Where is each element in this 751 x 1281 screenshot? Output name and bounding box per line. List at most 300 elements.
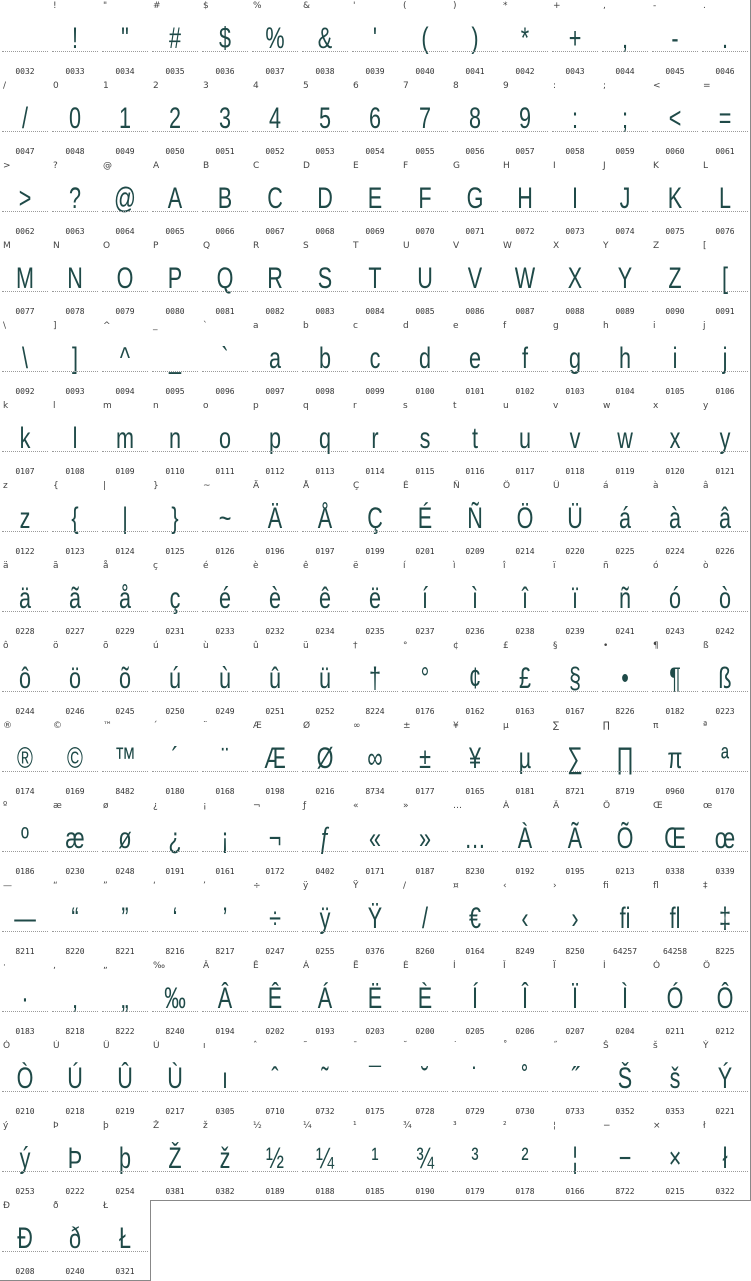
- glyph-code: 0732: [315, 1107, 335, 1116]
- baseline-guide: [602, 1091, 648, 1092]
- glyph-label: ’: [203, 881, 206, 891]
- glyph-sample: €: [468, 902, 482, 935]
- glyph-label: a: [253, 321, 259, 331]
- baseline-guide: [602, 451, 648, 452]
- baseline-guide: [352, 851, 398, 852]
- glyph-label: _: [153, 321, 158, 331]
- glyph-cell: [250, 960, 301, 1041]
- baseline-guide: [352, 291, 398, 292]
- glyph-code: 0199: [365, 547, 385, 556]
- glyph-sample: —: [14, 902, 36, 935]
- glyph-label: í: [403, 561, 406, 571]
- glyph-cell: [100, 320, 151, 401]
- baseline-guide: [702, 1091, 748, 1092]
- glyph-label: Š: [603, 1041, 609, 1051]
- glyph-code: 0203: [365, 1027, 385, 1036]
- glyph-cell: [650, 0, 701, 81]
- baseline-guide: [552, 1171, 598, 1172]
- glyph-cell: [550, 560, 601, 641]
- glyph-sample: ¡: [221, 822, 229, 855]
- glyph-label: Ó: [653, 961, 661, 971]
- glyph-label: Ü: [553, 481, 560, 491]
- glyph-cell: [450, 400, 501, 481]
- glyph-cell: [100, 1200, 151, 1281]
- baseline-guide: [152, 211, 198, 212]
- baseline-guide: [52, 691, 98, 692]
- glyph-label: O: [103, 241, 111, 251]
- glyph-label: ¬: [253, 801, 261, 811]
- glyph-cell: [200, 800, 251, 881]
- baseline-guide: [52, 1251, 98, 1252]
- glyph-label: D: [303, 161, 310, 171]
- glyph-sample: É: [417, 502, 433, 535]
- glyph-sample: ¿: [168, 822, 182, 855]
- glyph-code: 0206: [515, 1027, 535, 1036]
- glyph-sample: Ê: [267, 982, 283, 1015]
- glyph-sample: µ: [518, 742, 532, 775]
- baseline-guide: [102, 931, 148, 932]
- baseline-guide: [702, 131, 748, 132]
- glyph-label: 6: [353, 81, 359, 91]
- glyph-label: c: [353, 321, 358, 331]
- baseline-guide: [502, 531, 548, 532]
- glyph-label: :: [553, 81, 557, 91]
- glyph-sample: D: [317, 182, 333, 215]
- glyph-sample: U: [417, 262, 433, 295]
- glyph-cell: [350, 1120, 401, 1201]
- glyph-cell: [500, 960, 551, 1041]
- glyph-label: f: [503, 321, 507, 331]
- glyph-sample: á: [618, 502, 632, 535]
- glyph-label: ¤: [453, 881, 459, 891]
- glyph-sample: S: [317, 262, 333, 295]
- baseline-guide: [352, 691, 398, 692]
- glyph-code: 0226: [715, 547, 735, 556]
- baseline-guide: [202, 1091, 248, 1092]
- glyph-sample: Ñ: [467, 502, 483, 535]
- glyph-sample: K: [667, 182, 683, 215]
- baseline-guide: [402, 531, 448, 532]
- glyph-sample: º: [21, 822, 29, 855]
- glyph-label: Â: [203, 961, 210, 971]
- glyph-sample: π: [667, 742, 683, 775]
- glyph-cell: [100, 0, 151, 81]
- baseline-guide: [402, 691, 448, 692]
- glyph-cell: [650, 240, 701, 321]
- glyph-code: 0162: [465, 707, 485, 716]
- baseline-guide: [702, 211, 748, 212]
- glyph-code: 0192: [515, 867, 535, 876]
- glyph-code: 0079: [115, 307, 135, 316]
- baseline-guide: [252, 1171, 298, 1172]
- glyph-code: 0339: [715, 867, 735, 876]
- glyph-code: 0321: [115, 1267, 135, 1276]
- baseline-guide: [252, 131, 298, 132]
- glyph-code: 0111: [215, 467, 235, 476]
- glyph-label: Ì: [603, 961, 606, 971]
- baseline-guide: [652, 1091, 698, 1092]
- baseline-guide: [2, 51, 48, 52]
- glyph-code: 8222: [115, 1027, 135, 1036]
- glyph-cell: [300, 880, 351, 961]
- baseline-guide: [652, 291, 698, 292]
- glyph-cell: [100, 240, 151, 321]
- glyph-sample: b: [318, 342, 332, 375]
- glyph-cell: [150, 80, 201, 161]
- glyph-label: ò: [703, 561, 709, 571]
- glyph-cell: [500, 1120, 551, 1201]
- glyph-sample: ¥: [468, 742, 482, 775]
- glyph-sample: q: [318, 422, 332, 455]
- glyph-cell: [0, 1200, 51, 1281]
- glyph-cell: [350, 80, 401, 161]
- glyph-code: 0075: [665, 227, 685, 236]
- glyph-code: 0194: [215, 1027, 235, 1036]
- glyph-sample: X: [567, 262, 583, 295]
- glyph-sample: ˝: [571, 1062, 579, 1095]
- glyph-cell: [600, 1120, 651, 1201]
- glyph-cell: [450, 800, 501, 881]
- glyph-sample: ›: [571, 902, 579, 935]
- glyph-cell: [250, 480, 301, 561]
- glyph-code: 0055: [415, 147, 435, 156]
- glyph-label: ∑: [553, 721, 560, 731]
- glyph-sample: J: [619, 182, 631, 215]
- glyph-label: *: [503, 1, 508, 11]
- glyph-cell: [150, 160, 201, 241]
- glyph-code: 8226: [615, 707, 635, 716]
- baseline-guide: [652, 611, 698, 612]
- glyph-sample: 6: [368, 102, 382, 135]
- glyph-cell: [200, 640, 251, 721]
- glyph-cell: [450, 880, 501, 961]
- baseline-guide: [652, 531, 698, 532]
- glyph-sample: L: [718, 182, 732, 215]
- baseline-guide: [2, 1171, 48, 1172]
- glyph-label: ž: [203, 1121, 208, 1131]
- glyph-label: j: [703, 321, 706, 331]
- baseline-guide: [452, 691, 498, 692]
- baseline-guide: [152, 1171, 198, 1172]
- glyph-sample: 9: [518, 102, 532, 135]
- baseline-guide: [502, 931, 548, 932]
- glyph-code: 0960: [665, 787, 685, 796]
- glyph-sample: •: [621, 662, 629, 695]
- baseline-guide: [602, 291, 648, 292]
- glyph-sample: Ú: [67, 1062, 83, 1095]
- baseline-guide: [402, 211, 448, 212]
- glyph-cell: [400, 480, 451, 561]
- baseline-guide: [552, 611, 598, 612]
- glyph-label: †: [353, 641, 358, 651]
- glyph-sample: ©: [67, 742, 83, 775]
- baseline-guide: [352, 451, 398, 452]
- glyph-code: 8240: [165, 1027, 185, 1036]
- glyph-sample: ð: [68, 1222, 82, 1255]
- glyph-code: 0218: [65, 1107, 85, 1116]
- glyph-code: 0243: [665, 627, 685, 636]
- glyph-sample: ß: [718, 662, 732, 695]
- glyph-sample: y: [719, 422, 731, 455]
- baseline-guide: [452, 1171, 498, 1172]
- baseline-guide: [302, 51, 348, 52]
- glyph-cell: [550, 880, 601, 961]
- baseline-guide: [452, 371, 498, 372]
- glyph-cell: [700, 1120, 751, 1201]
- glyph-cell: [700, 80, 751, 161]
- baseline-guide: [552, 851, 598, 852]
- glyph-label: ÷: [253, 881, 261, 891]
- glyph-sample: F: [418, 182, 432, 215]
- glyph-label: ñ: [603, 561, 609, 571]
- glyph-sample: í: [421, 582, 429, 615]
- glyph-label: Ç: [353, 481, 360, 491]
- baseline-guide: [102, 1251, 148, 1252]
- baseline-guide: [2, 1011, 48, 1012]
- glyph-label: n: [153, 401, 159, 411]
- baseline-guide: [502, 211, 548, 212]
- glyph-sample: ”: [121, 902, 129, 935]
- glyph-code: 0193: [315, 1027, 335, 1036]
- glyph-label: —: [3, 881, 12, 891]
- glyph-sample: ã: [68, 582, 82, 615]
- glyph-sample: $: [218, 22, 232, 55]
- glyph-label: X: [553, 241, 560, 251]
- glyph-label: U: [403, 241, 410, 251]
- glyph-cell: [300, 640, 351, 721]
- glyph-sample: Ó: [666, 982, 684, 1015]
- baseline-guide: [452, 931, 498, 932]
- glyph-label: Ø: [303, 721, 311, 731]
- glyph-code: 0036: [215, 67, 235, 76]
- glyph-sample: ½: [265, 1142, 285, 1175]
- glyph-cell: [350, 320, 401, 401]
- glyph-code: 0100: [415, 387, 435, 396]
- glyph-code: 0102: [515, 387, 535, 396]
- baseline-guide: [402, 371, 448, 372]
- glyph-sample: ±: [419, 742, 431, 775]
- glyph-sample: =: [718, 102, 732, 135]
- glyph-code: 0038: [315, 67, 335, 76]
- glyph-code: 0710: [265, 1107, 285, 1116]
- glyph-label: i: [653, 321, 656, 331]
- glyph-cell: [450, 240, 501, 321]
- glyph-cell: [50, 1120, 101, 1201]
- glyph-cell: [350, 640, 401, 721]
- glyph-label: H: [503, 161, 510, 171]
- glyph-label: “: [53, 881, 58, 891]
- glyph-label: <: [653, 81, 661, 91]
- glyph-label: %: [253, 1, 262, 11]
- glyph-code: 0115: [415, 467, 435, 476]
- glyph-cell: [350, 480, 401, 561]
- glyph-cell: [150, 1040, 201, 1121]
- glyph-label: Z: [653, 241, 660, 251]
- glyph-label: ˙: [453, 1041, 458, 1051]
- glyph-code: 8225: [715, 947, 735, 956]
- glyph-cell: [300, 480, 351, 561]
- glyph-sample: B: [217, 182, 233, 215]
- baseline-guide: [652, 371, 698, 372]
- glyph-label: ‘: [153, 881, 156, 891]
- baseline-guide: [302, 611, 348, 612]
- glyph-cell: [500, 880, 551, 961]
- glyph-sample: j: [722, 342, 728, 375]
- glyph-cell: [300, 560, 351, 641]
- glyph-cell: [0, 1040, 51, 1121]
- glyph-code: 0086: [465, 307, 485, 316]
- glyph-code: 0072: [515, 227, 535, 236]
- glyph-cell: [400, 560, 451, 641]
- glyph-sample: ´: [171, 742, 179, 775]
- glyph-code: 0037: [265, 67, 285, 76]
- glyph-label: ô: [3, 641, 9, 651]
- glyph-cell: [600, 320, 651, 401]
- glyph-label: ²: [503, 1121, 507, 1131]
- glyph-label: ł: [703, 1121, 706, 1131]
- glyph-sample: 2: [168, 102, 182, 135]
- glyph-sample: ¹: [371, 1142, 379, 1175]
- glyph-code: 0165: [465, 787, 485, 796]
- baseline-guide: [2, 691, 48, 692]
- glyph-code: 0217: [165, 1107, 185, 1116]
- glyph-code: 0195: [565, 867, 585, 876]
- baseline-guide: [202, 1171, 248, 1172]
- glyph-code: 0180: [165, 787, 185, 796]
- baseline-guide: [302, 291, 348, 292]
- glyph-code: 0121: [715, 467, 735, 476]
- baseline-guide: [402, 51, 448, 52]
- glyph-cell: [0, 320, 51, 401]
- glyph-cell: [450, 560, 501, 641]
- baseline-guide: [2, 931, 48, 932]
- glyph-sample: Ö: [516, 502, 534, 535]
- baseline-guide: [102, 691, 148, 692]
- baseline-guide: [602, 771, 648, 772]
- glyph-label: ›: [553, 881, 557, 891]
- glyph-sample: ‹: [521, 902, 529, 935]
- glyph-sample: Â: [217, 982, 233, 1015]
- glyph-code: 0071: [465, 227, 485, 236]
- glyph-code: 0167: [565, 707, 585, 716]
- baseline-guide: [452, 291, 498, 292]
- glyph-code: 0090: [665, 307, 685, 316]
- glyph-label: µ: [503, 721, 509, 731]
- glyph-cell: [0, 880, 51, 961]
- glyph-code: 0114: [365, 467, 385, 476]
- glyph-code: 0061: [715, 147, 735, 156]
- glyph-label: ˆ: [253, 1041, 258, 1051]
- baseline-guide: [702, 51, 748, 52]
- glyph-label: Ÿ: [353, 881, 359, 891]
- glyph-cell: [200, 1120, 251, 1201]
- glyph-cell: [350, 880, 401, 961]
- glyph-code: 0070: [415, 227, 435, 236]
- glyph-label: w: [603, 401, 611, 411]
- glyph-label: Ý: [703, 1041, 709, 1051]
- glyph-label: Y: [603, 241, 609, 251]
- glyph-label: Ž: [153, 1121, 160, 1131]
- glyph-cell: [500, 80, 551, 161]
- glyph-cell: [450, 320, 501, 401]
- glyph-sample: 0: [68, 102, 82, 135]
- baseline-guide: [52, 771, 98, 772]
- glyph-cell: [350, 800, 401, 881]
- baseline-guide: [152, 771, 198, 772]
- glyph-cell: [700, 720, 751, 801]
- glyph-code: 0201: [415, 547, 435, 556]
- glyph-cell: [700, 800, 751, 881]
- glyph-cell: [50, 960, 101, 1041]
- glyph-label: ¹: [353, 1121, 357, 1131]
- glyph-sample: ¾: [415, 1142, 435, 1175]
- glyph-code: 0117: [515, 467, 535, 476]
- glyph-code: 0254: [115, 1187, 135, 1196]
- glyph-label: õ: [103, 641, 109, 651]
- glyph-code: 0202: [265, 1027, 285, 1036]
- glyph-code: 0054: [365, 147, 385, 156]
- glyph-cell: [150, 240, 201, 321]
- baseline-guide: [452, 771, 498, 772]
- glyph-label: 0: [53, 81, 59, 91]
- glyph-sample: ‚: [72, 982, 78, 1015]
- baseline-guide: [552, 131, 598, 132]
- glyph-cell: [50, 480, 101, 561]
- baseline-guide: [202, 451, 248, 452]
- baseline-guide: [202, 51, 248, 52]
- baseline-guide: [2, 1251, 48, 1252]
- baseline-guide: [252, 1011, 298, 1012]
- glyph-label: M: [3, 241, 11, 251]
- glyph-sample: :: [571, 102, 579, 135]
- glyph-label: ﬁ: [603, 881, 609, 891]
- glyph-cell: [250, 640, 301, 721]
- glyph-cell: [50, 240, 101, 321]
- baseline-guide: [552, 51, 598, 52]
- baseline-guide: [702, 931, 748, 932]
- glyph-cell: [450, 1040, 501, 1121]
- baseline-guide: [302, 1091, 348, 1092]
- baseline-guide: [502, 131, 548, 132]
- glyph-code: 0181: [515, 787, 535, 796]
- glyph-cell: [400, 320, 451, 401]
- glyph-code: 0057: [515, 147, 535, 156]
- glyph-sample: &: [317, 22, 333, 55]
- glyph-sample: %: [265, 22, 285, 55]
- glyph-cell: [100, 800, 151, 881]
- glyph-label: ‹: [503, 881, 507, 891]
- glyph-code: 0182: [665, 707, 685, 716]
- glyph-sample: O: [116, 262, 134, 295]
- baseline-guide: [702, 291, 748, 292]
- baseline-guide: [552, 451, 598, 452]
- glyph-label: 7: [403, 81, 409, 91]
- baseline-guide: [402, 1011, 448, 1012]
- glyph-cell: [50, 880, 101, 961]
- glyph-label: ;: [603, 81, 607, 91]
- glyph-code: 0120: [665, 467, 685, 476]
- glyph-code: 0213: [615, 867, 635, 876]
- glyph-cell: [300, 320, 351, 401]
- glyph-cell: [450, 0, 501, 81]
- glyph-cell: [400, 160, 451, 241]
- glyph-sample: ;: [621, 102, 629, 135]
- glyph-sample: ¼: [315, 1142, 335, 1175]
- glyph-sample: a: [268, 342, 282, 375]
- glyph-sample: Ì: [621, 982, 629, 1015]
- glyph-label: Ê: [253, 961, 259, 971]
- glyph-sample: *: [520, 22, 530, 55]
